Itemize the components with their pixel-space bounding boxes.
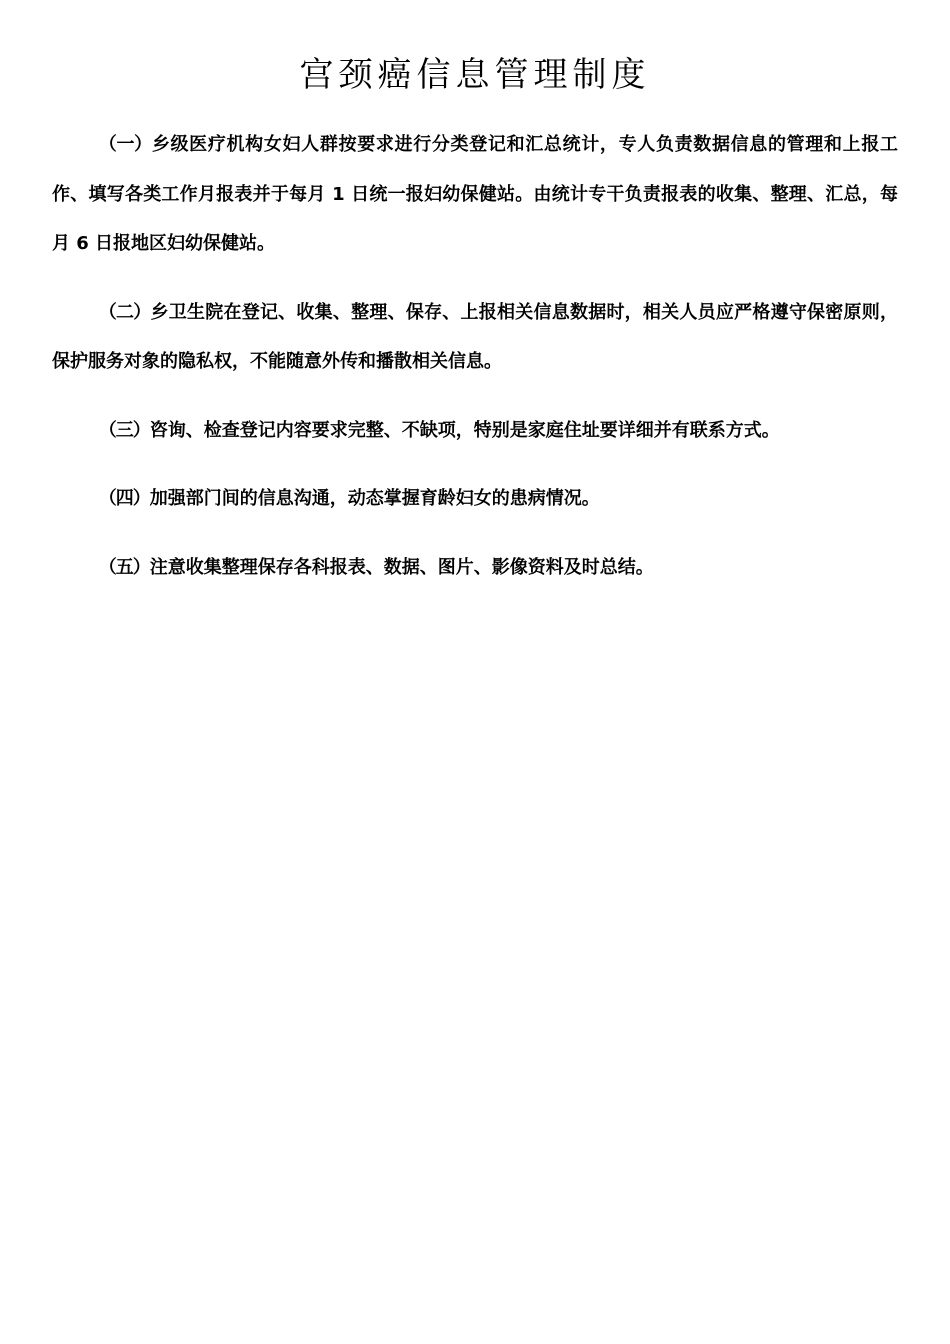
clause-text: 加强部门间的信息沟通，动态掌握育龄妇女的患病情况。 bbox=[149, 488, 600, 509]
clause-marker: （二） bbox=[98, 301, 151, 323]
clause-marker: （三） bbox=[98, 419, 150, 441]
clause-text: 注意收集整理保存各科报表、数据、图片、影像资料及时总结。 bbox=[149, 556, 654, 578]
clause-4 bbox=[52, 474, 898, 524]
clause-marker: （四） bbox=[98, 488, 150, 509]
clause-marker: （一） bbox=[98, 134, 152, 155]
clause-list bbox=[52, 120, 898, 592]
clause-3 bbox=[52, 406, 898, 456]
clause-text: 咨询、检查登记内容要求完整、不缺项，特别是家庭住址要详细并有联系方式。 bbox=[149, 419, 780, 441]
clause-1 bbox=[52, 120, 898, 269]
clause-2 bbox=[52, 288, 898, 387]
clause-text: 乡卫生院在登记、收集、整理、保存、上报相关信息数据时，相关人员应严格遵守保密原则，保护服务对象的隐私权，不能随意外传和播散相关信息。 bbox=[52, 301, 899, 372]
document-title: 宫颈癌信息管理制度 bbox=[299, 55, 651, 95]
clause-text: 乡级医疗机构女妇人群按要求进行分类登记和汇总统计，专人负责数据信息的管理和上报工作、填写各类工作月报表并于每月 1 日统一报妇幼保健站。由统计专干负责报表的收集、整理、汇总，每月 6 日报地区妇幼保健站。 bbox=[52, 134, 898, 254]
clause-5 bbox=[52, 543, 898, 593]
clause-marker: （五） bbox=[98, 556, 150, 578]
